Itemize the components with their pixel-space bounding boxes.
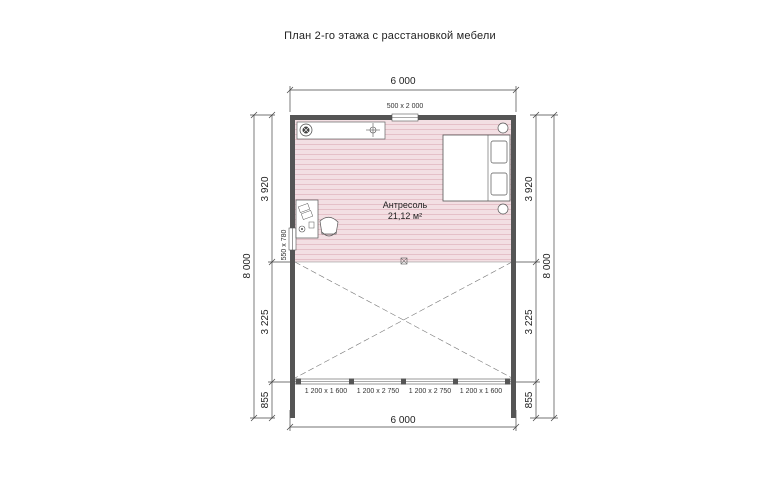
side-door-label: 550 x 780 xyxy=(281,229,288,261)
room-name: Антресоль xyxy=(382,200,428,210)
dim-left-total: 8 000 xyxy=(242,253,253,279)
dim-right-lower: 855 xyxy=(524,391,535,409)
dim-left-upper: 3 920 xyxy=(260,176,271,202)
bottom-window-label-3: 1 200 x 2 750 xyxy=(408,388,452,395)
dim-right-total: 8 000 xyxy=(542,253,553,279)
top-window xyxy=(392,114,418,121)
lamp-icon xyxy=(498,123,508,133)
chair-icon xyxy=(320,217,338,236)
desk-icon xyxy=(296,200,318,238)
lamp-icon xyxy=(498,204,508,214)
dim-top-width: 6 000 xyxy=(390,76,416,87)
bottom-window-label-2: 1 200 x 2 750 xyxy=(356,388,400,395)
dim-bottom-width: 6 000 xyxy=(390,415,416,426)
page-title: План 2-го этажа с расстановкой мебели xyxy=(284,30,496,42)
room-area: 21,12 м² xyxy=(387,211,423,221)
top-window-label: 500 x 2 000 xyxy=(386,103,424,110)
dim-left-lower: 855 xyxy=(260,391,271,409)
dim-left-middle: 3 225 xyxy=(260,309,271,335)
side-door xyxy=(289,228,296,250)
bottom-window-strip xyxy=(295,379,511,385)
bottom-window-label-1: 1 200 x 1 600 xyxy=(304,388,348,395)
dim-right-middle: 3 225 xyxy=(524,309,535,335)
dim-right-upper: 3 920 xyxy=(524,176,535,202)
bed-icon xyxy=(443,135,510,201)
void-cross xyxy=(295,262,512,378)
bottom-window-label-4: 1 200 x 1 600 xyxy=(459,388,503,395)
plant-icon xyxy=(300,124,312,136)
